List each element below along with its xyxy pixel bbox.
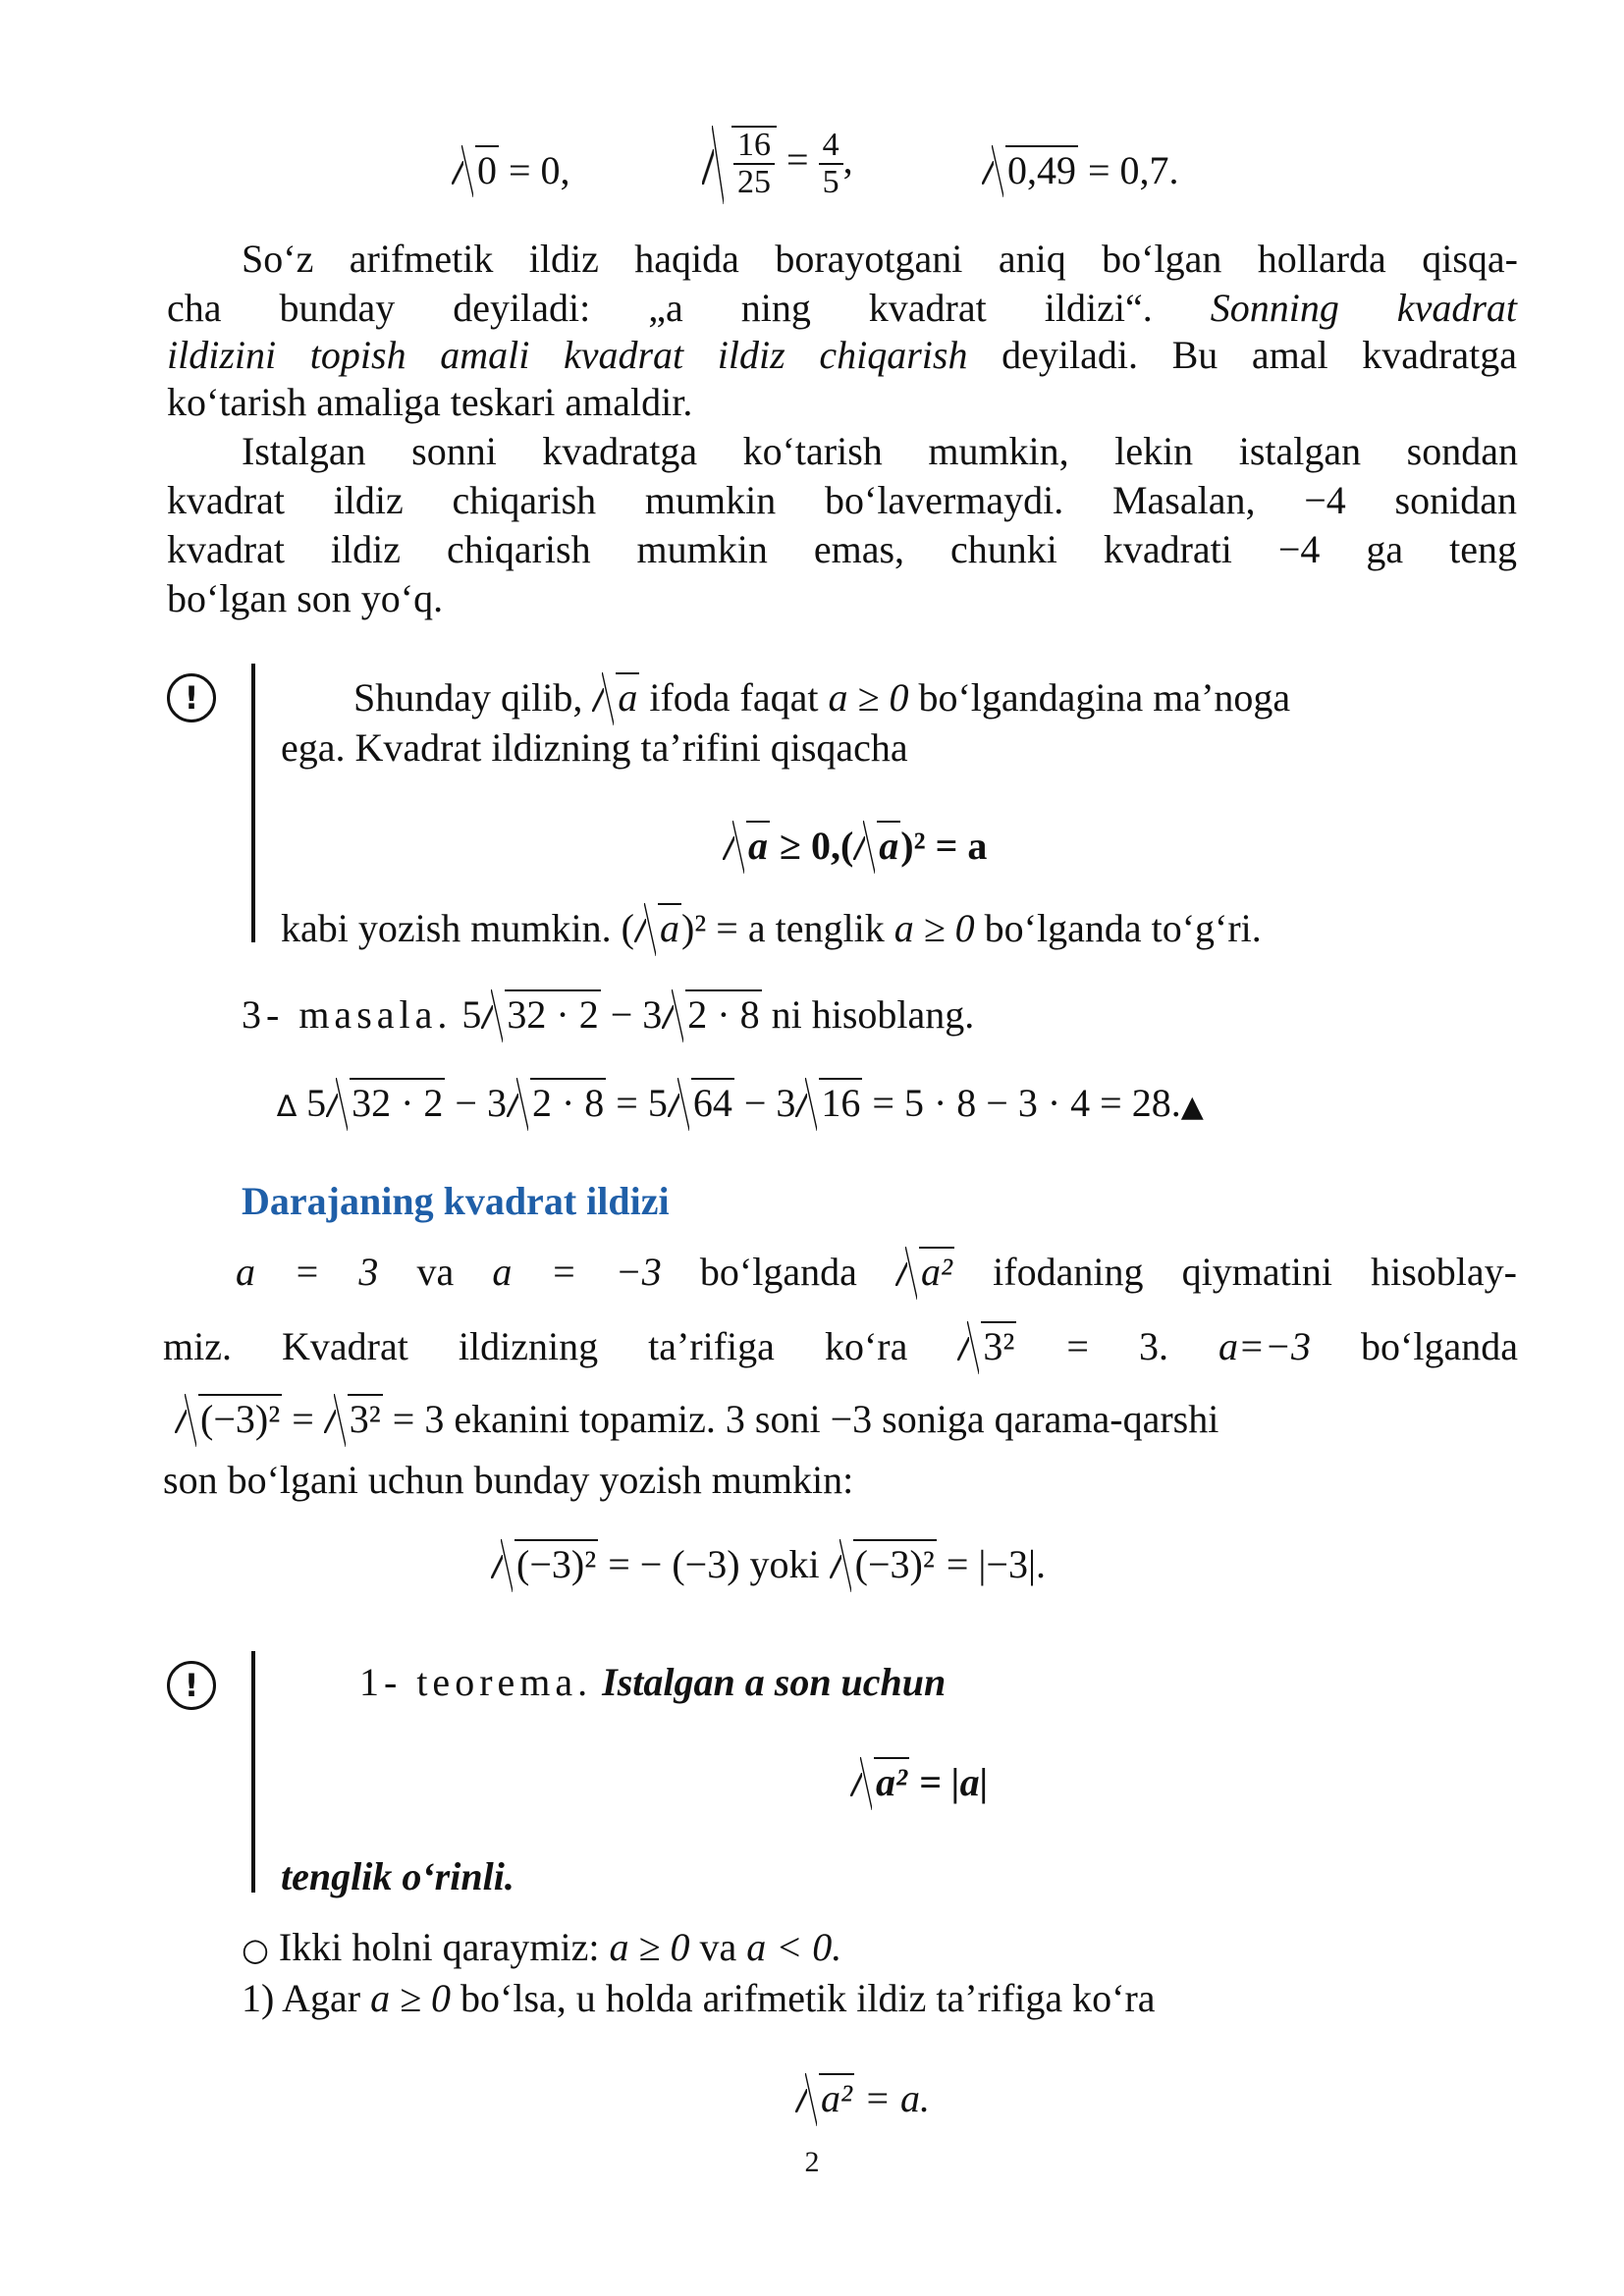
note-side-bar: [251, 664, 255, 942]
p2-line-4: bo‘lgan son yo‘q.: [167, 576, 444, 620]
start-triangle-icon: ∆: [277, 1090, 298, 1124]
problem-solution: ∆ 5 32 · 2 − 3 2 · 8 = 5 64 − 3 16 = 5 · 8 − 3 · 4 = 28.▲: [277, 1078, 1624, 1131]
theorem-side-bar: [251, 1651, 255, 1893]
p3-line-1: a = 3 va a = −3 bo‘lganda a² ifodaning qiymatini hisoblay-: [236, 1247, 1517, 1296]
formula-sqrt-fraction: $\frac{16}{25}$ = $\frac{4}{5}$ ,: [702, 126, 853, 200]
proof-line-2: 1) Agar a ≥ 0 bo‘lsa, u holda arifmetik ildiz ta’rifiga ko‘ra: [242, 1976, 1156, 2020]
note1-line-2: ega. Kvadrat ildizning ta’rifini qisqacha: [281, 725, 908, 770]
p1-line-4: ko‘tarish amaliga teskari amaldir.: [167, 380, 693, 424]
formula-sqrt-0: 0 = 0,: [452, 145, 570, 193]
p1-line-2: cha bunday deyiladi: „a ning kvadrat ildizi“. Sonning kvadrat: [167, 286, 1517, 330]
section-heading: Darajaning kvadrat ildizi: [242, 1179, 670, 1223]
proof-formula: a² = a.: [795, 2073, 1624, 2122]
p3-line-2: miz. Kvadrat ildizning ta’rifiga ko‘ra 3² = 3. a=−3 bo‘lganda: [163, 1321, 1518, 1370]
note1-formula: a ≥ 0,( a)² = a: [723, 821, 1624, 870]
p3-line-4: son bo‘lgani uchun bunday yozish mumkin:: [163, 1458, 854, 1502]
top-formulas: [452, 127, 1532, 216]
p2-line-3: kvadrat ildiz chiqarish mumkin emas, chunki kvadrati −4 ga teng: [167, 527, 1517, 571]
warning-icon: !: [167, 673, 216, 722]
end-triangle-icon: ▲: [1180, 1090, 1204, 1124]
p2-line-2: kvadrat ildiz chiqarish mumkin bo‘lavermaydi. Masalan, −4 sonidan: [167, 478, 1517, 522]
proof-circle-icon: ○: [242, 1931, 269, 1968]
p1-line-3: ildizini topish amali kvadrat ildiz chiqarish deyiladi. Bu amal kvadratga: [167, 333, 1517, 377]
theorem-conclusion: tenglik o‘rinli.: [281, 1854, 514, 1898]
p2-line-1: Istalgan sonni kvadratga ko‘tarish mumkin, lekin istalgan sondan: [242, 429, 1518, 473]
p3-line-3: (−3)² = 3² = 3 ekanini topamiz. 3 soni −3 soniga qarama-qarshi: [175, 1394, 1518, 1443]
theorem-title: 1- teorema. Istalgan a son uchun: [359, 1660, 947, 1704]
p1-line-1: So‘z arifmetik ildiz haqida borayotgani aniq bo‘lgan hollarda qisqa-: [242, 237, 1518, 281]
page-number: 2: [804, 2146, 820, 2178]
problem-statement: 3- masala. 5 32 · 2 − 3 2 · 8 ni hisoblang.: [242, 989, 1592, 1039]
proof-line-1: ○ Ikki holni qaraymiz: a ≥ 0 va a < 0.: [242, 1925, 842, 1969]
warning-icon: !: [167, 1661, 216, 1710]
p3-formula: (−3)² = − (−3) yoki (−3)² = |−3|.: [491, 1539, 1624, 1588]
note1-line-1: Shunday qilib, a ifoda faqat a ≥ 0 bo‘lgandagina ma’noga: [353, 672, 1522, 721]
formula-sqrt-049: 0,49 = 0,7.: [982, 145, 1179, 193]
note1-line-3: kabi yozish mumkin. ( a)² = a tenglik a ≥ 0 bo‘lganda to‘g‘ri.: [281, 903, 1518, 952]
theorem-formula: a² = |a|: [850, 1757, 1624, 1806]
